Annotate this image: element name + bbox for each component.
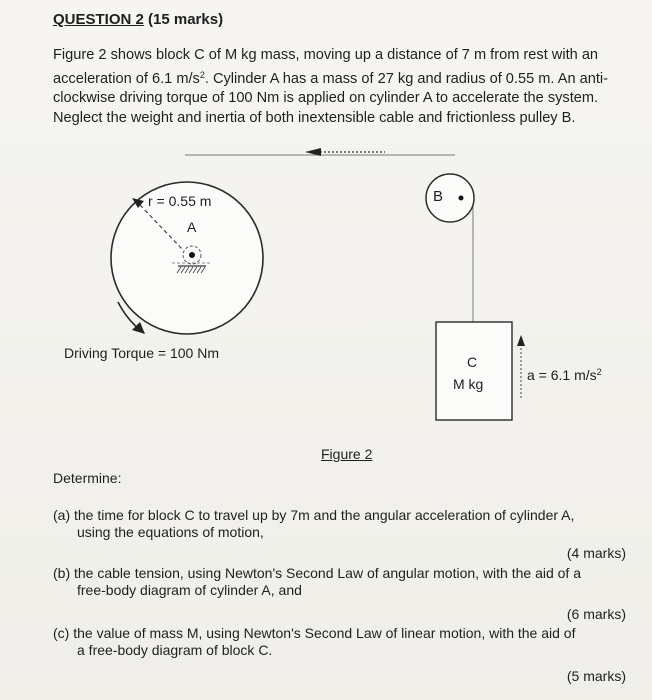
- question-heading: [53, 11, 223, 28]
- part-c: [53, 625, 633, 659]
- pulley-b-axle: [459, 196, 464, 201]
- intro-line-2: [53, 66, 649, 90]
- part-a-marks: (4 marks): [566, 545, 626, 561]
- center-pin: [189, 252, 195, 258]
- part-a: [53, 507, 633, 541]
- figure-caption: Figure 2: [321, 446, 373, 462]
- part-c-marks: (5 marks): [566, 668, 626, 684]
- part-b: [53, 565, 633, 599]
- torque-label: Driving Torque = 100 Nm: [64, 345, 219, 361]
- acceleration-label: [527, 367, 602, 383]
- part-b-line-1: (b) the cable tension, using Newton's Second Law of angular motion, with the aid of a: [53, 565, 581, 581]
- determine-heading: Determine:: [53, 470, 122, 486]
- block-label-mass: M kg: [453, 376, 484, 392]
- figure-2-diagram: [0, 140, 652, 440]
- acceleration-label-text: a = 6.1 m/s: [527, 367, 597, 383]
- intro-line-4: Neglect the weight and inertia of both inextensible cable and frictionless pulley B.: [53, 109, 576, 126]
- question-label: QUESTION 2: [53, 11, 144, 28]
- part-b-text: [53, 565, 633, 599]
- intro-line-2a: acceleration of 6.1 m/s: [53, 70, 200, 87]
- acceleration-label-sup: 2: [596, 367, 602, 377]
- part-c-text: [53, 625, 633, 659]
- accel-arrowhead: [517, 335, 525, 346]
- question-marks: (15 marks): [148, 11, 224, 28]
- part-c-line-1: (c) the value of mass M, using Newton's Second Law of linear motion, with the aid of: [53, 625, 576, 641]
- block-label-c: C: [467, 354, 478, 370]
- intro-line-2b: . Cylinder A has a mass of 27 kg and radius of 0.55 m. An anti-: [204, 70, 609, 87]
- part-c-line-2: a free-body diagram of block C.: [77, 642, 273, 658]
- intro-line-2-sup: 2: [199, 69, 205, 80]
- part-a-line-1: (a) the time for block C to travel up by 7m and the angular acceleration of cylinder A,: [53, 507, 575, 523]
- part-b-line-2: free-body diagram of cylinder A, and: [77, 582, 302, 598]
- pulley-label: B: [433, 188, 444, 205]
- radius-label: r = 0.55 m: [148, 193, 212, 209]
- block-c: [436, 322, 512, 420]
- intro-line-1: Figure 2 shows block C of M kg mass, moving up a distance of 7 m from rest with an: [53, 47, 599, 63]
- part-b-marks: (6 marks): [566, 606, 626, 622]
- part-a-line-2: using the equations of motion,: [77, 524, 264, 540]
- cylinder-label: A: [187, 219, 197, 235]
- intro-line-3: clockwise driving torque of 100 Nm is applied on cylinder A to accelerate the system.: [53, 90, 599, 106]
- question-intro: [53, 46, 649, 128]
- part-a-text: [53, 507, 633, 541]
